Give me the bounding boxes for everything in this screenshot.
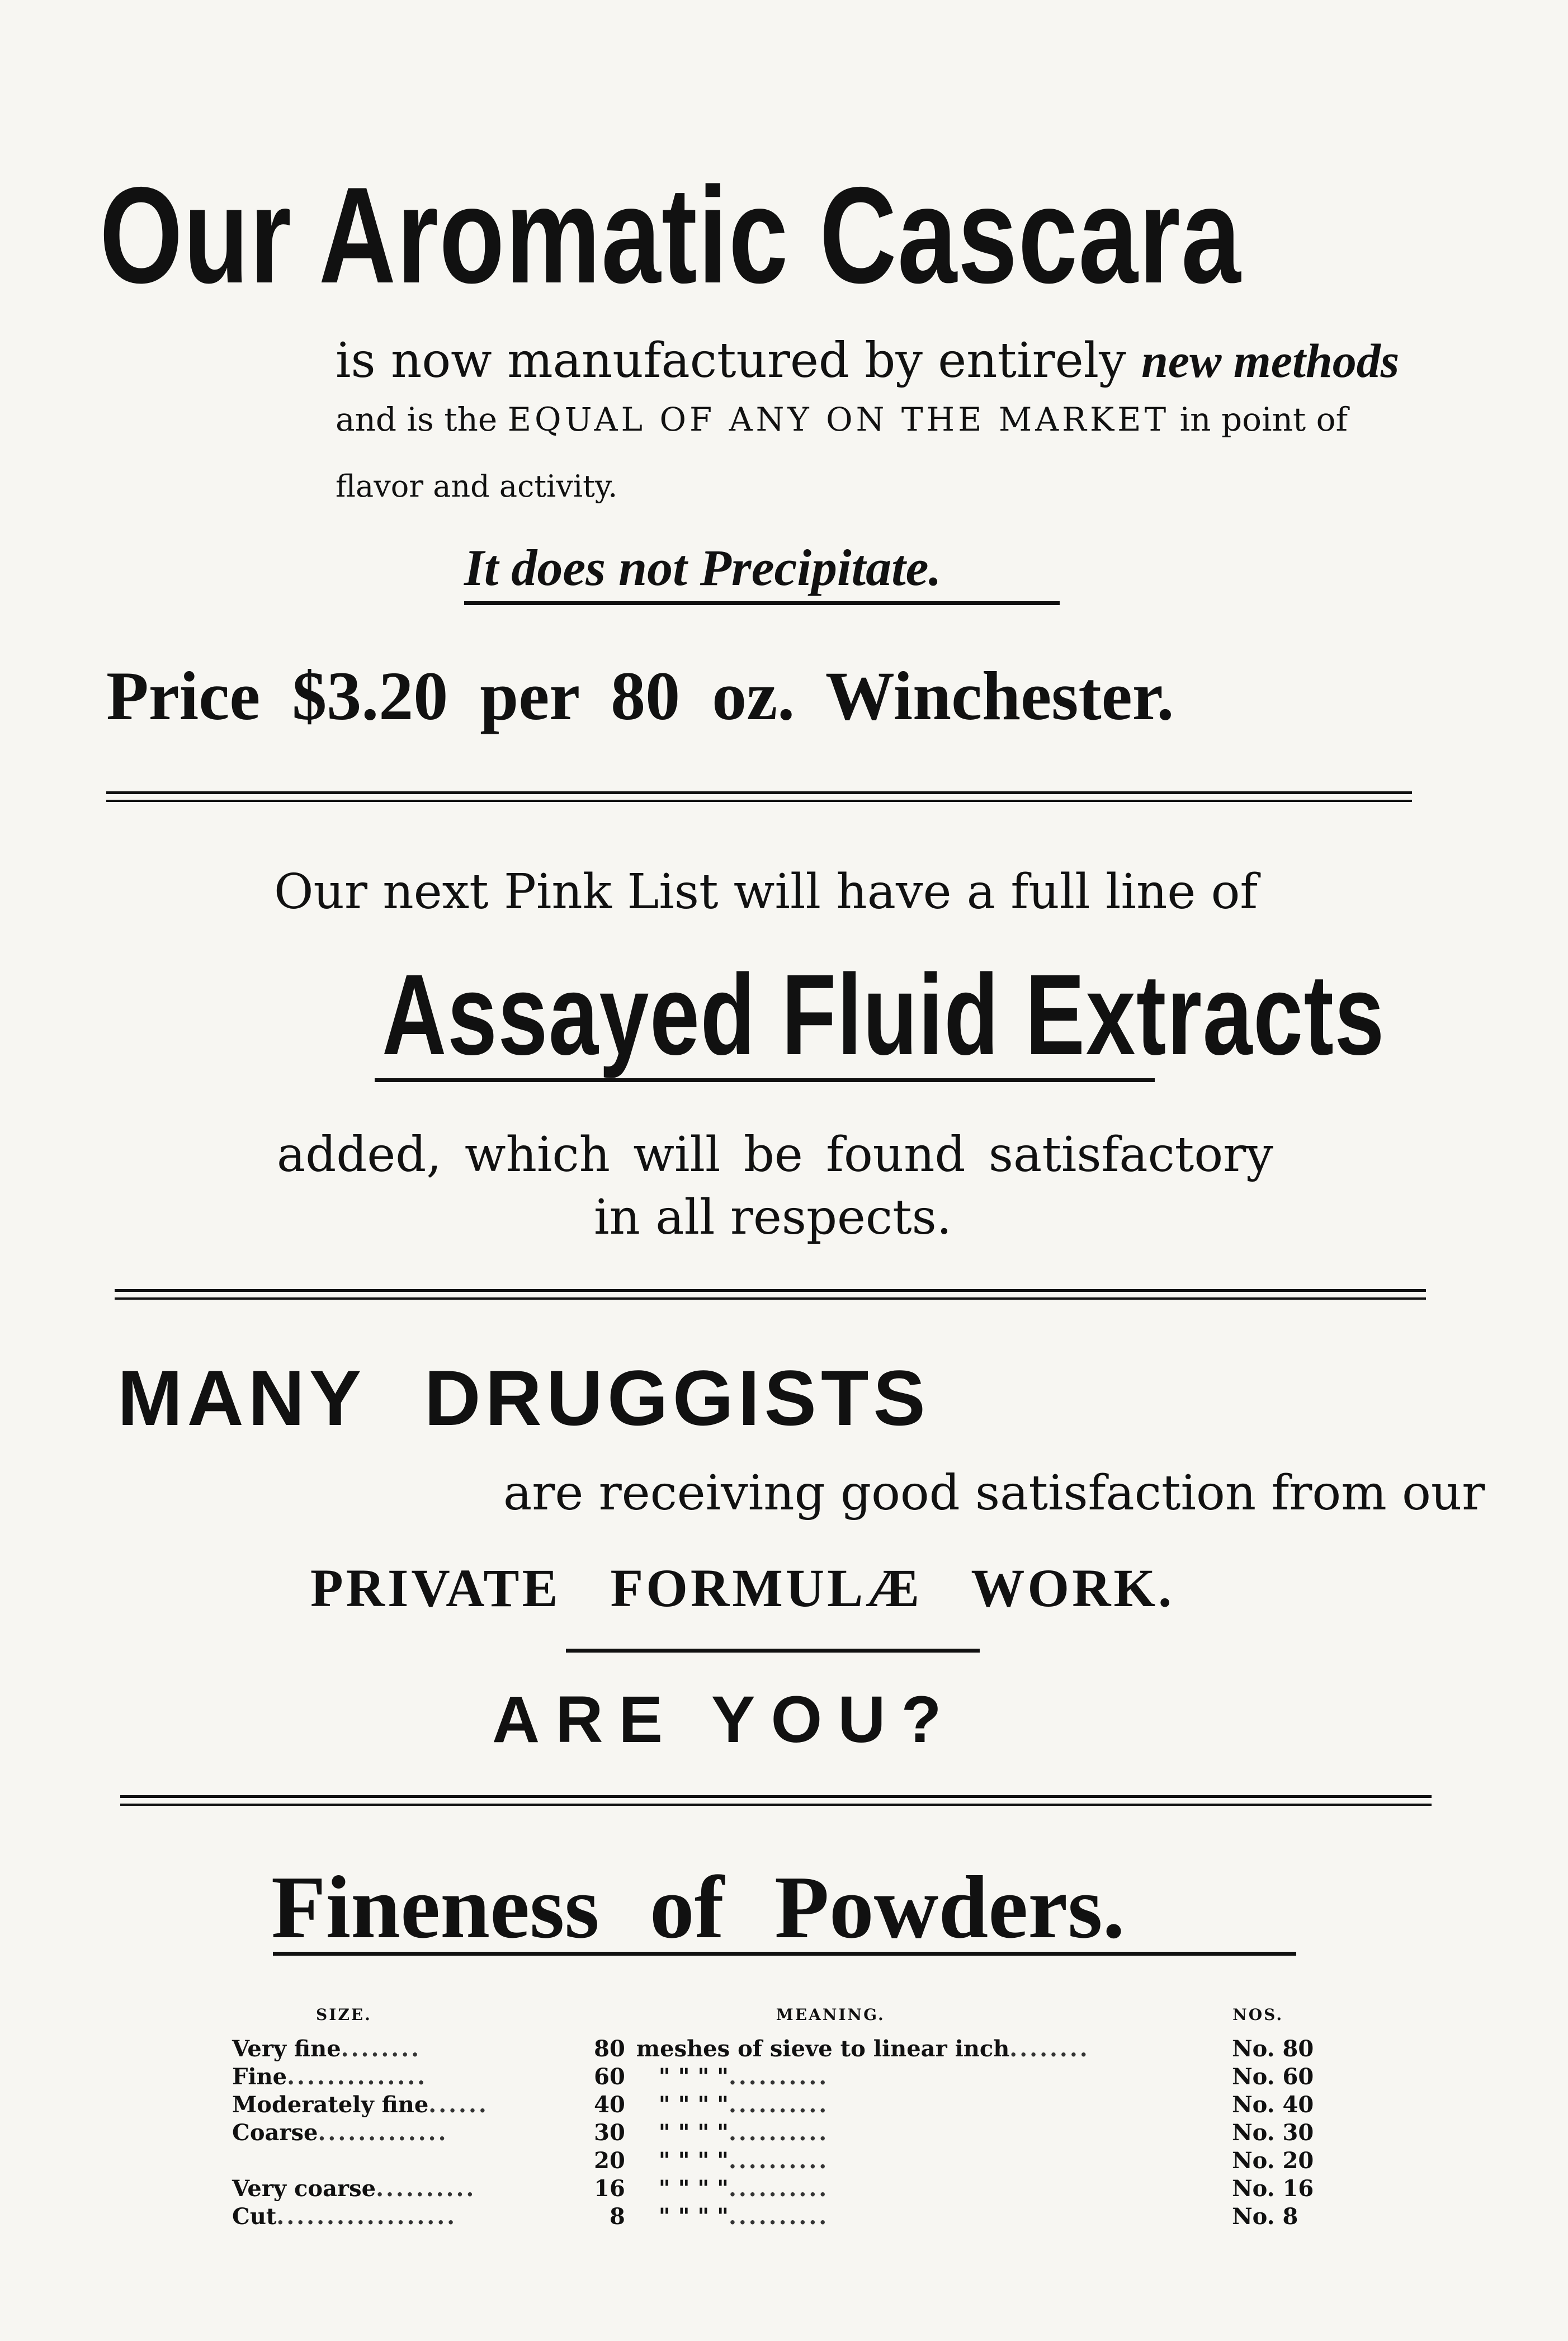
- cascara-line-1: [336, 330, 1399, 391]
- table-row: [232, 2035, 1339, 2063]
- table-row: [232, 2063, 1339, 2091]
- tagline-underline: [464, 601, 1060, 605]
- druggists-short-rule: [566, 1649, 980, 1653]
- cascara-line-2-a: and is the: [336, 400, 498, 438]
- cascara-price: Price $3.20 per 80 oz. Winchester.: [106, 658, 1174, 734]
- divider-3: [120, 1795, 1432, 1798]
- extracts-outro-2: in all respects.: [594, 1190, 952, 1245]
- cascara-new-methods: new methods: [1141, 334, 1400, 388]
- powders-underline: [273, 1952, 1296, 1956]
- row-meaning: " " " "..........: [658, 2120, 829, 2146]
- table-row: [232, 2203, 1339, 2231]
- header-spacer: [569, 2005, 636, 2035]
- row-no: No. 8: [1232, 2203, 1298, 2230]
- row-no: No. 40: [1232, 2092, 1314, 2118]
- row-meaning: " " " "..........: [658, 2203, 829, 2230]
- divider-2: [115, 1289, 1426, 1292]
- row-meaning: " " " "..........: [658, 2175, 829, 2202]
- row-size: Very fine........: [232, 2036, 422, 2062]
- cascara-title: Our Aromatic Cascara: [100, 158, 1242, 311]
- row-size: Moderately fine......: [232, 2092, 489, 2118]
- cascara-line-3: flavor and activity.: [336, 469, 618, 504]
- row-size: Fine..............: [232, 2064, 428, 2090]
- row-meaning: " " " "..........: [658, 2148, 829, 2174]
- extracts-title: Assayed Fluid Extracts: [382, 951, 1385, 1079]
- table-header-row: [232, 2005, 1339, 2035]
- row-size: Coarse.............: [232, 2120, 448, 2146]
- row-no: No. 30: [1232, 2120, 1314, 2146]
- extracts-underline: [375, 1078, 1155, 1082]
- row-num: 8: [609, 2203, 625, 2230]
- druggists-line-1: are receiving good satisfaction from our: [503, 1465, 1485, 1521]
- row-num: 16: [594, 2175, 625, 2202]
- cascara-line-2-c: in point of: [1179, 400, 1348, 438]
- row-meaning: " " " "..........: [658, 2064, 829, 2090]
- row-size: Cut..................: [232, 2203, 457, 2230]
- row-meaning: meshes of sieve to linear inch........: [636, 2036, 1090, 2062]
- fineness-table: [232, 2005, 1339, 2231]
- row-no: No. 16: [1232, 2175, 1314, 2202]
- table-row: [232, 2119, 1339, 2147]
- row-no: No. 60: [1232, 2064, 1314, 2090]
- row-num: 40: [594, 2092, 625, 2118]
- row-num: 80: [594, 2036, 625, 2062]
- druggists-line-2: PRIVATE FORMULÆ WORK.: [310, 1558, 1175, 1618]
- row-num: 60: [594, 2064, 625, 2090]
- cascara-tagline: It does not Precipitate.: [464, 539, 942, 596]
- druggists-question: ARE YOU?: [492, 1683, 957, 1757]
- table-row: [232, 2147, 1339, 2175]
- header-nos: NOS.: [1232, 2005, 1284, 2024]
- row-num: 20: [594, 2148, 625, 2174]
- header-size: SIZE.: [316, 2005, 372, 2024]
- extracts-intro: Our next Pink List will have a full line of: [274, 864, 1258, 920]
- row-meaning: " " " "..........: [658, 2092, 829, 2118]
- row-no: No. 80: [1232, 2036, 1314, 2062]
- row-no: No. 20: [1232, 2148, 1314, 2174]
- row-size: [232, 2147, 569, 2175]
- druggists-title: MANY DRUGGISTS: [117, 1354, 930, 1442]
- cascara-line-2: [336, 397, 1348, 442]
- header-meaning: MEANING.: [776, 2005, 885, 2024]
- powders-title: Fineness of Powders.: [271, 1857, 1125, 1957]
- cascara-line-1-text: is now manufactured by entirely: [336, 333, 1126, 389]
- divider-1: [106, 791, 1412, 794]
- row-size: Very coarse..........: [232, 2175, 476, 2202]
- table-row: [232, 2175, 1339, 2203]
- extracts-outro-1: added, which will be found satisfactory: [277, 1127, 1273, 1183]
- cascara-equal-caps: EQUAL OF ANY ON THE MARKET: [507, 400, 1170, 438]
- table-row: [232, 2091, 1339, 2119]
- row-num: 30: [594, 2120, 625, 2146]
